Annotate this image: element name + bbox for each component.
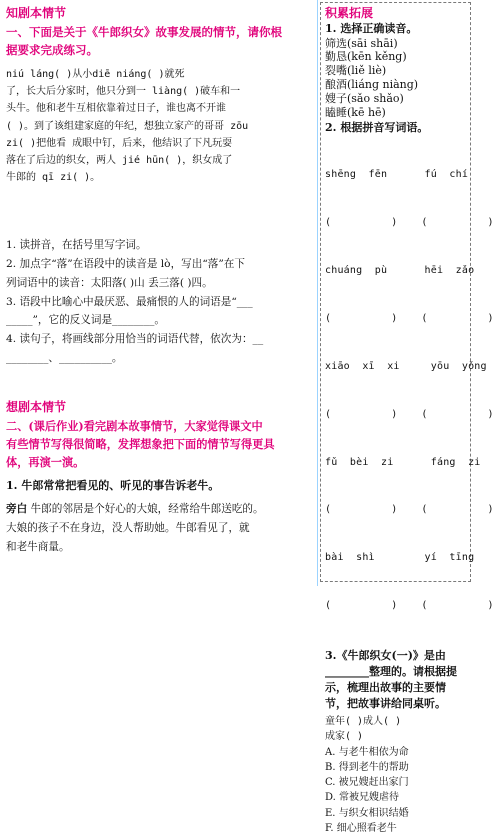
answer-blank-row: ( ) ( ) (325, 504, 494, 516)
option-item: A. 与老牛相依为命 (325, 746, 409, 758)
narration-text: 牛郎的邻居是个好心的大娘，经常给牛郎送吃的。 (27, 503, 264, 515)
option-item: F. 细心照看老牛 (325, 822, 397, 834)
pronunciation-item: 裂嘴(liě liè) (325, 64, 387, 78)
question-item: _____”，它的反义词是________。 (6, 314, 166, 327)
column-divider (317, 0, 318, 586)
pinyin-row: fǔ bèi zi fáng zi (325, 456, 481, 468)
question-item: 4. 读句子，将画线部分用恰当的词语代替，依次为：__ (6, 333, 264, 346)
narration-line: 大娘的孩子不在身边，没人帮助她。牛郎看见了，就 (6, 521, 250, 534)
passage-line: 了，长大后分家时，他只分到一 liàng( )破车和一 (6, 86, 241, 98)
left-column (0, 0, 316, 586)
passage-line: ( )。到了该组建家庭的年纪，想独立家产的哥哥 zōu (6, 120, 249, 132)
section-title-1: 知剧本情节 (6, 6, 67, 20)
passage-line: 牛郎的 qī zi( )。 (6, 172, 101, 184)
option-item: E. 与织女相识结婚 (325, 807, 409, 819)
answer-blank-row: ( ) ( ) (325, 216, 494, 228)
option-item: B. 得到老牛的帮助 (325, 762, 409, 774)
pronunciation-item: 勤恳(kēn kěng) (325, 50, 407, 64)
pinyin-row: shēng fēn fú chí (325, 169, 469, 181)
answer-blank-row: ( ) ( ) (325, 600, 494, 612)
narration-label: 旁白 (6, 503, 28, 515)
section-title-2: 想剧本情节 (6, 400, 67, 414)
panel-title: 积累拓展 (325, 6, 374, 20)
question-item: ________、__________。 (6, 352, 123, 365)
question-2-item: 1. 牛郎常常把看见的、听见的事告诉老牛。 (6, 479, 220, 492)
story-chain-line: 童年( )成人( ) (325, 715, 402, 727)
option-item: D. 常被兄嫂虐待 (325, 792, 400, 804)
passage-line: 头牛。他和老牛互相依靠着过日子，谁也离不开谁 (6, 103, 226, 115)
pronunciation-item: 瞌睡(kē hē) (325, 105, 386, 119)
option-list (325, 745, 466, 836)
story-chain-line: 成家( ) (325, 731, 364, 743)
pronunciation-list (325, 37, 466, 120)
pronunciation-item: 筛选(sāi shāi) (325, 36, 398, 50)
question-1-intro-line: 一、下面是关于《牛郎织女》故事发展的情节，请你根 (6, 25, 282, 39)
question-3-line: 节，把故事讲给同桌听。 (325, 696, 446, 710)
question-1-intro (6, 24, 312, 60)
story-chain (325, 714, 466, 745)
narration (6, 500, 312, 557)
panel-subtitle-1: 1. 选择正确读音。 (325, 21, 418, 35)
question-2-intro-line: 二、(课后作业)看完剧本故事情节，大家觉得课文中 (6, 419, 263, 433)
panel-question-3 (325, 648, 466, 712)
pinyin-row: chuáng pù hēi zǎo (325, 264, 475, 276)
pinyin-row: xiāo xī xi yōu yǒng (325, 360, 487, 372)
question-3-line: 3.《牛郎织女(一)》是由 (325, 649, 446, 663)
question-item: 3. 语段中比喻心中最厌恶、最痛恨的人的词语是“___ (6, 295, 253, 308)
narration-line (6, 500, 312, 519)
narration-line: 和老牛商量。 (6, 540, 70, 553)
pronunciation-item: 酿酒(liáng niàng) (325, 78, 419, 92)
questions (6, 236, 312, 368)
passage (6, 66, 312, 186)
question-1-intro-line: 据要求完成练习。 (6, 42, 98, 57)
panel-subtitle-2: 2. 根据拼音写词语。 (325, 120, 429, 134)
question-2-intro-line: 体，再演一演。 (6, 454, 85, 469)
pronunciation-item: 嫂子(sǎo shǎo) (325, 92, 404, 106)
accumulate-panel (320, 2, 494, 834)
answer-blank-row: ( ) ( ) (325, 312, 494, 324)
passage-line: 落在了后边的织女，两人 jié hūn( )，织女成了 (6, 154, 233, 166)
answer-blank-row: ( ) ( ) (325, 408, 494, 420)
question-item: 1. 读拼音，在括号里写字词。 (6, 239, 147, 251)
passage-line: zi( )把他看 成眼中钉，后来，他结识了下凡玩耍 (6, 137, 233, 149)
pinyin-grid (325, 135, 494, 646)
question-item: 列词语中的读音：太阳落( )山 丢三落( )四。 (6, 276, 213, 289)
question-2-intro (6, 418, 312, 472)
passage-line: niú láng( )从小diē niáng( )就死 (6, 69, 185, 80)
question-3-line: ________整理的。请根据提 (325, 665, 457, 679)
question-2-intro-line: 有些情节写得很简略，发挥想象把下面的情节写得更具 (6, 436, 275, 451)
question-3-line: 示，梳理出故事的主要情 (325, 681, 446, 695)
option-item: C. 被兄嫂赶出家门 (325, 777, 409, 789)
question-item: 2. 加点字“落”在语段中的读音是 lò，写出“落”在下 (6, 257, 245, 270)
pinyin-row: bài shì yí tīng (325, 552, 475, 564)
